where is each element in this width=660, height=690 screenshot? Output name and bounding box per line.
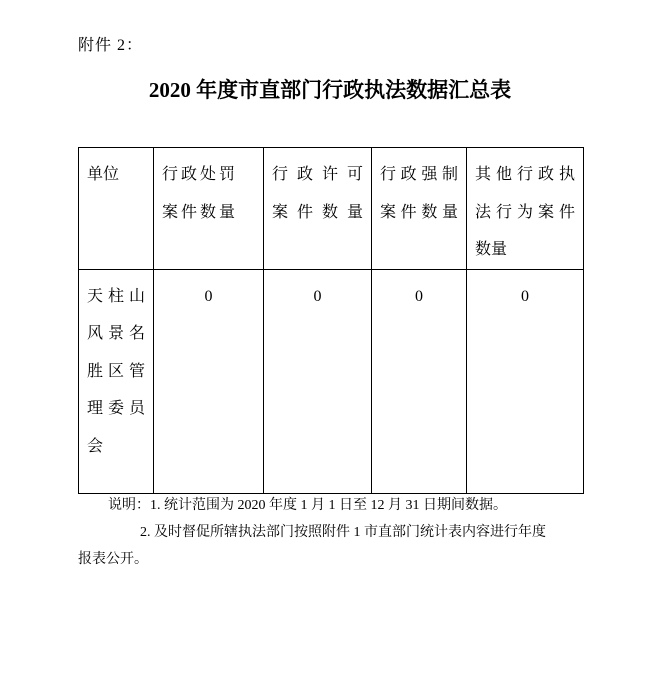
note-line-2: 2. 及时督促所辖执法部门按照附件 1 市直部门统计表内容进行年度 (140, 525, 546, 540)
cell-other-count: 0 (467, 269, 584, 493)
col-header-permit (264, 148, 372, 270)
cell-coercion-count: 0 (372, 269, 467, 493)
col-header-permit-line1: 行政许可 (272, 166, 363, 183)
header-row (79, 148, 584, 270)
col-header-coercion-line1: 行政强制 (380, 166, 458, 183)
col-header-coercion (372, 148, 467, 270)
unit-name-line4: 理委员 (87, 400, 145, 417)
cell-permit-count: 0 (264, 269, 372, 493)
col-header-penalty-line1: 行政处罚 (162, 166, 239, 183)
page-title: 2020 年度市直部门行政执法数据汇总表 (148, 78, 512, 102)
unit-name-line1: 天柱山 (87, 287, 145, 305)
col-header-penalty-line2: 案件数量 (162, 203, 239, 221)
col-header-unit (79, 148, 154, 270)
col-header-penalty (154, 148, 264, 270)
col-header-coercion-line2: 案件数量 (380, 203, 458, 221)
col-header-unit-text: 单位 (87, 166, 120, 183)
note-line-3: 报表公开。 (78, 552, 148, 567)
col-header-other-line2: 法行为案件 (475, 203, 575, 221)
data-row (79, 269, 584, 493)
attachment-label: 附件 2： (78, 37, 144, 54)
cell-unit-name (79, 269, 154, 493)
unit-name-line5: 会 (87, 437, 104, 455)
summary-table (78, 147, 584, 494)
note-line-1: 说明：1. 统计范围为 2020 年度 1 月 1 日至 12 月 31 日期间数据。 (108, 498, 507, 513)
unit-name-line3: 胜区管 (87, 362, 145, 380)
col-header-other-line3: 数量 (475, 241, 508, 258)
cell-penalty-count: 0 (154, 269, 264, 493)
notes-section (78, 492, 598, 573)
unit-name-line2: 风景名 (87, 325, 145, 342)
col-header-permit-line2: 案件数量 (272, 203, 363, 221)
col-header-other-line1: 其他行政执 (475, 166, 575, 183)
col-header-other (467, 148, 584, 270)
